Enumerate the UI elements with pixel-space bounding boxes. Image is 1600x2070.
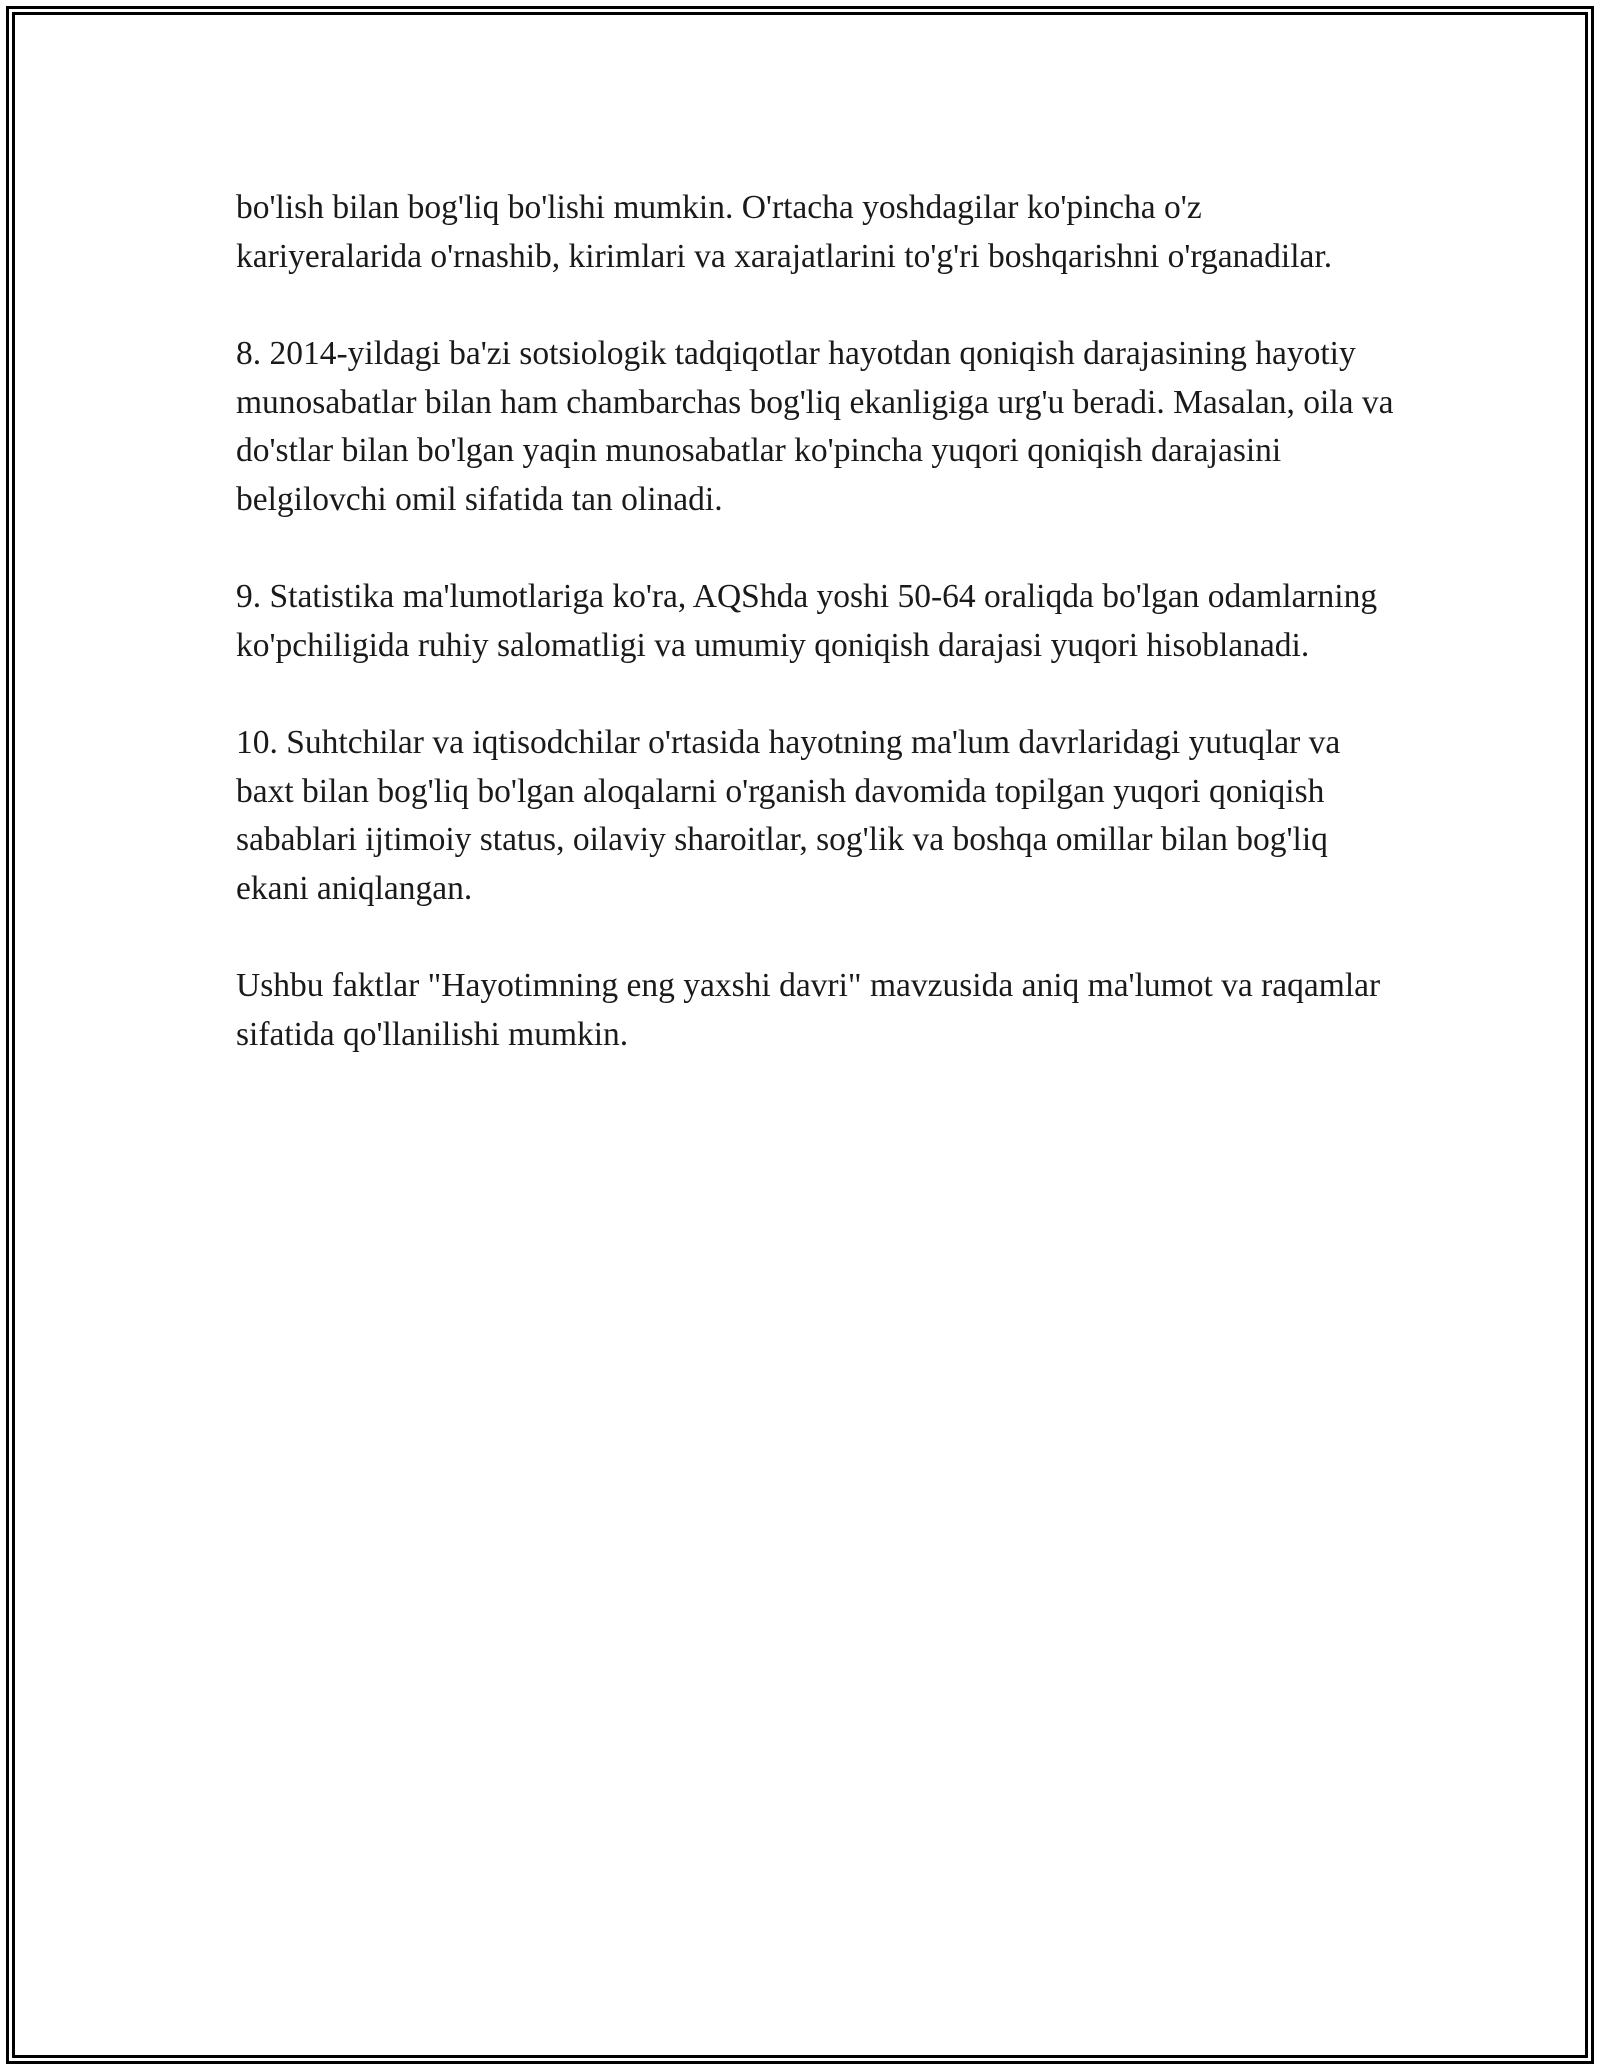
paragraph-item-10: 10. Suhtchilar va iqtisodchilar o'rtasida hayotning ma'lum davrlaridagi yutuqlar va baxt bilan bog'liq bo'lgan aloqalarni o'rganish davomida topilgan yuqori qoniqish sabablari ijtimoiy status, oilaviy sharoitlar, sog'lik va boshqa omillar bilan bog'liq ekani aniqlangan. [236,724,1341,907]
document-body [236,184,1396,1108]
paragraph-conclusion: Ushbu faktlar "Hayotimning eng yaxshi davri" mavzusida aniq ma'lumot va raqamlar sifatida qo'llanilishi mumkin. [236,967,1381,1053]
paragraph-item-9: 9. Statistika ma'lumotlariga ko'ra, AQShda yoshi 50-64 oraliqda bo'lgan odamlarning ko'pchiligida ruhiy salomatligi va umumiy qoniqish darajasi yuqori hisoblanadi. [236,578,1378,664]
paragraph-continuation: bo'lish bilan bog'liq bo'lishi mumkin. O'rtacha yoshdagilar ko'pincha o'z kariyeralarida o'rnashib, kirimlari va xarajatlarini to'g'ri boshqarishni o'rganadilar. [236,189,1333,275]
paragraph-item-8: 8. 2014-yildagi ba'zi sotsiologik tadqiqotlar hayotdan qoniqish darajasining hayotiy munosabatlar bilan ham chambarchas bog'liq ekanligiga urg'u beradi. Masalan, oila va do'stlar bilan bo'lgan yaqin munosabatlar ko'pincha yuqori qoniqish darajasini belgilovchi omil sifatida tan olinadi. [236,335,1394,518]
